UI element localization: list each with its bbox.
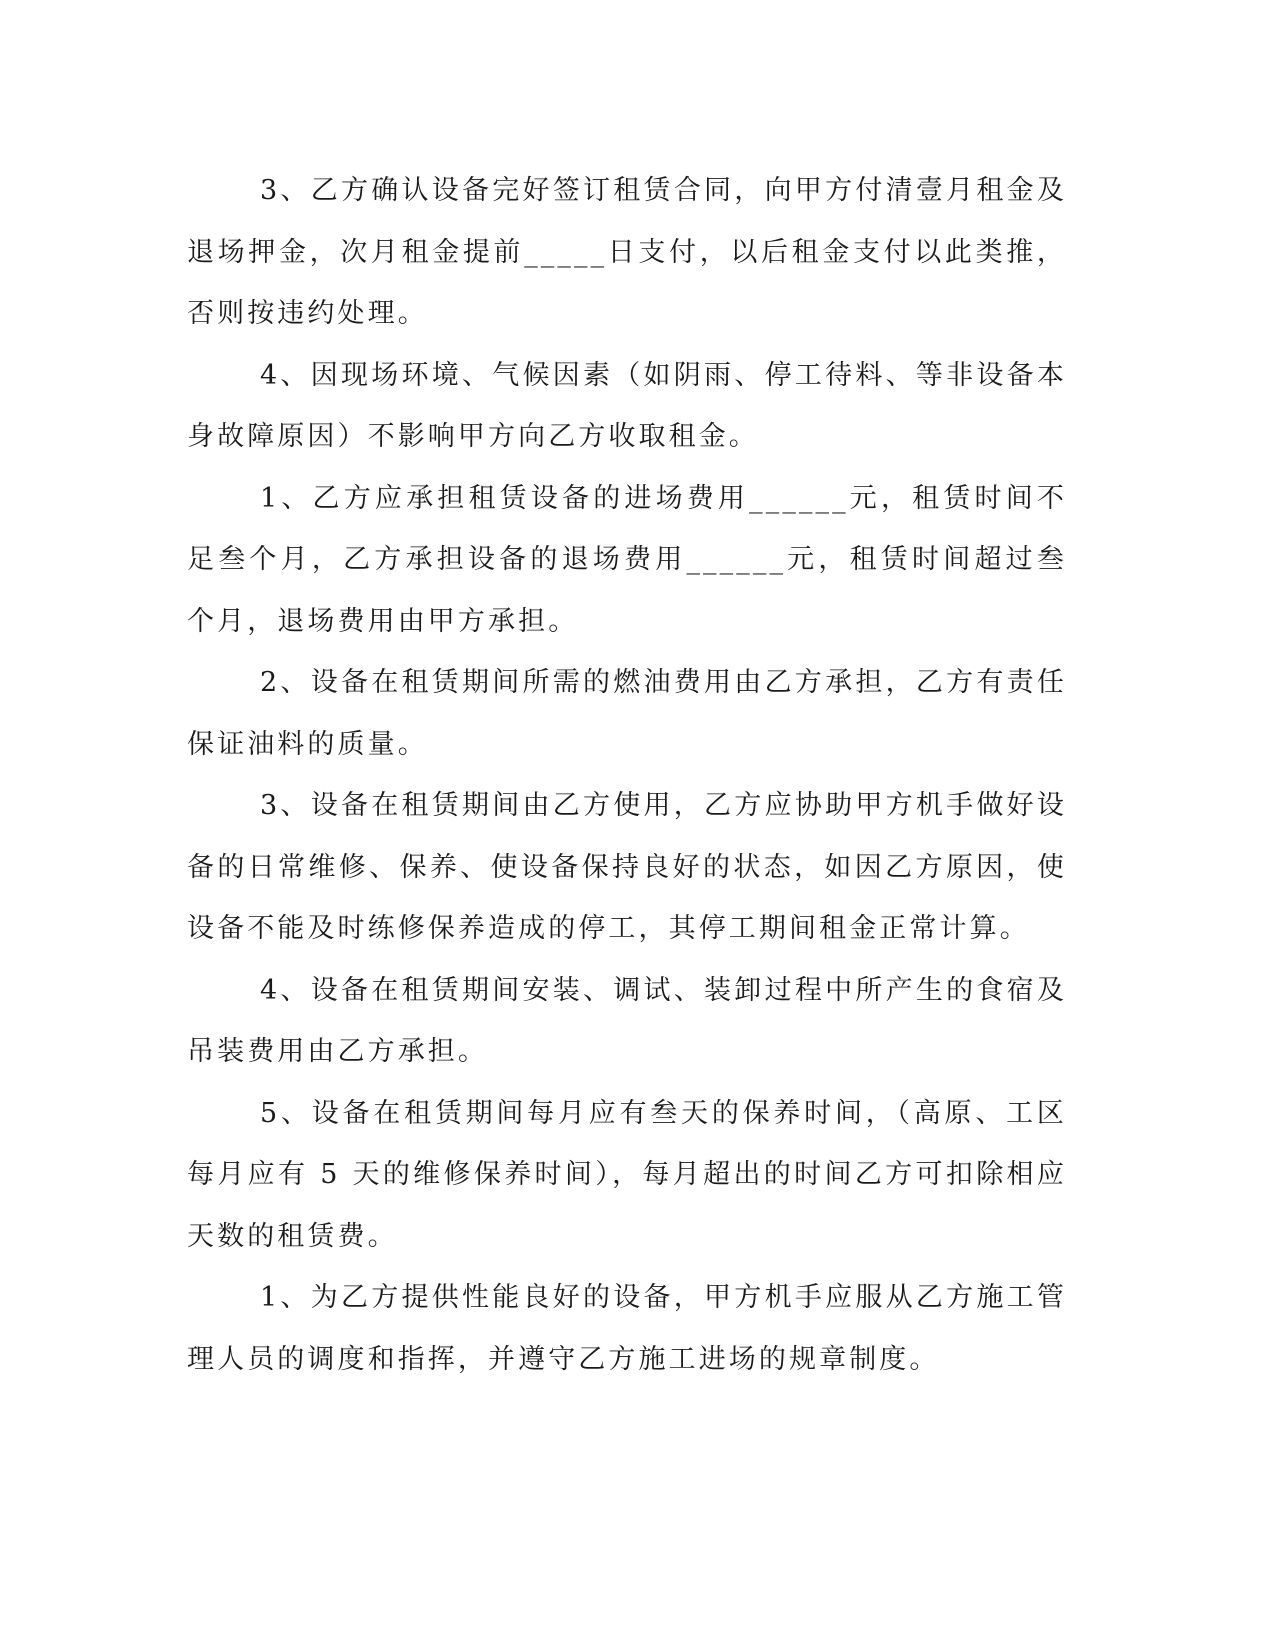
clause-paragraph: 1、为乙方提供性能良好的设备，甲方机手应服从乙方施工管理人员的调度和指挥，并遵守乙方施工进场的规章制度。 — [187, 1282, 1067, 1375]
clause-paragraph: 3、设备在租赁期间由乙方使用，乙方应协助甲方机手做好设备的日常维修、保养、使设备保持良好的状态，如因乙方原因，使设备不能及时练修保养造成的停工，其停工期间租金正常计算。 — [187, 790, 1067, 944]
clause-paragraph: 5、设备在租赁期间每月应有叁天的保养时间，（高原、工区每月应有 5 天的维修保养时间），每月超出的时间乙方可扣除相应天数的租赁费。 — [187, 1097, 1067, 1252]
clause-paragraph: 2、设备在租赁期间所需的燃油费用由乙方承担，乙方有责任保证油料的质量。 — [187, 667, 1067, 760]
clause-paragraph: 1、乙方应承担租赁设备的进场费用______元，租赁时间不足叁个月，乙方承担设备的退场费用______元，租赁时间超过叁个月，退场费用由甲方承担。 — [187, 482, 1067, 637]
document-body — [187, 160, 1067, 1390]
clause-paragraph: 4、设备在租赁期间安装、调试、装卸过程中所产生的食宿及吊装费用由乙方承担。 — [187, 974, 1067, 1067]
clause-paragraph: 4、因现场环境、气候因素（如阴雨、停工待料、等非设备本身故障原因）不影响甲方向乙方收取租金。 — [187, 359, 1067, 452]
clause-paragraph: 3、乙方确认设备完好签订租赁合同，向甲方付清壹月租金及退场押金，次月租金提前_____日支付，以后租金支付以此类推，否则按违约处理。 — [187, 175, 1067, 329]
